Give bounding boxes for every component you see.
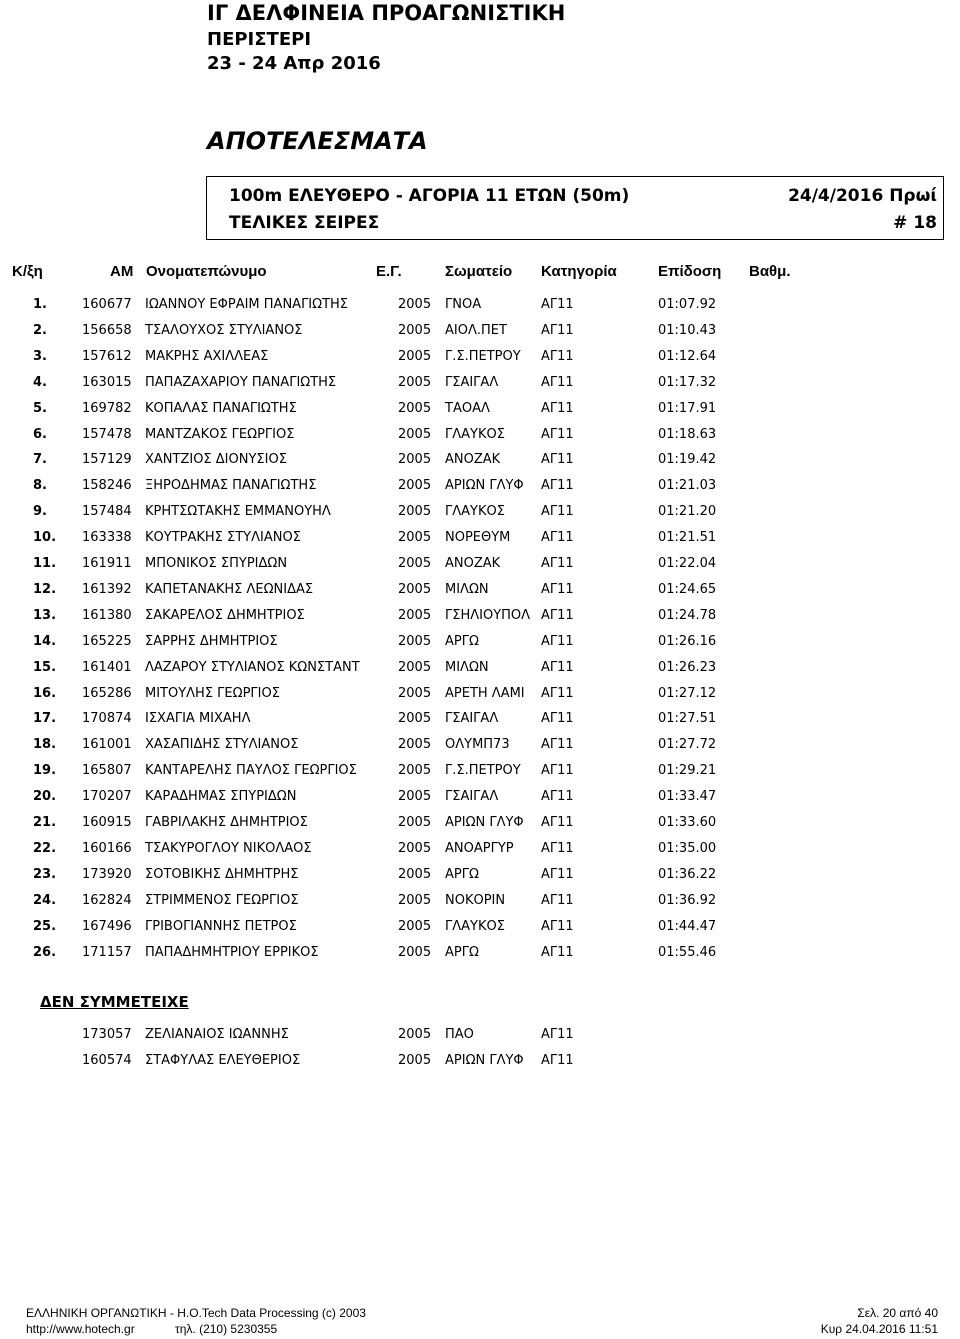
cell-rank: 18. <box>33 737 57 753</box>
cell-year: 2005 <box>398 789 432 805</box>
cell-rank: 1. <box>33 297 47 312</box>
table-row <box>0 629 960 655</box>
cell-year: 2005 <box>398 633 432 649</box>
cell-rank: 19. <box>33 763 57 779</box>
cell-club: ΑΡΙΩΝ ΓΛΥΦ <box>445 478 524 494</box>
cell-club: ΓΛΑΥΚΟΣ <box>445 504 505 520</box>
cell-time: 01:26.16 <box>658 633 717 649</box>
table-row <box>0 422 960 448</box>
table-row <box>0 888 960 914</box>
cell-club: ΟΛΥΜΠ73 <box>445 737 510 753</box>
cell-rank: 3. <box>33 348 47 364</box>
col-club: Σωματείο <box>445 263 513 280</box>
cell-name: ΤΣΑΛΟΥΧΟΣ ΣΤΥΛΙΑΝΟΣ <box>145 322 303 338</box>
cell-cat: ΑΓ11 <box>541 426 574 442</box>
cell-am: 167496 <box>82 918 132 934</box>
cell-year: 2005 <box>398 556 432 571</box>
meet-city: ΠΕΡΙΣΤΕΡΙ <box>207 29 312 50</box>
footer-org: ΕΛΛΗΝΙΚΗ ΟΡΓΑΝΩΤΙΚΗ - Η.Ο.Tech Data Processing (c) 2003 <box>26 1306 366 1320</box>
cell-am: 161001 <box>82 737 132 753</box>
cell-am: 165225 <box>82 633 132 649</box>
cell-am: 173920 <box>82 866 132 882</box>
cell-name: ΜΙΤΟΥΛΗΣ ΓΕΩΡΓΙΟΣ <box>145 685 280 701</box>
event-date: 24/4/2016 Πρωί <box>788 186 937 206</box>
cell-year: 2005 <box>398 815 432 830</box>
cell-year: 2005 <box>398 581 432 597</box>
cell-club: ΑΝΟΖΑΚ <box>445 556 501 571</box>
cell-cat: ΑΓ11 <box>541 711 574 727</box>
cell-am: 165286 <box>82 685 132 701</box>
cell-am: 160166 <box>82 840 132 856</box>
cell-cat: ΑΓ11 <box>541 297 574 312</box>
cell-club: ΑΡΙΩΝ ΓΛΥΦ <box>445 1053 524 1068</box>
cell-club: ΓΛΑΥΚΟΣ <box>445 426 505 442</box>
cell-time: 01:22.04 <box>658 556 717 571</box>
cell-name: ΚΑΠΕΤΑΝΑΚΗΣ ΛΕΩΝΙΔΑΣ <box>145 581 314 597</box>
cell-time: 01:29.21 <box>658 763 717 779</box>
event-name: 100m ΕΛΕΥΘΕΡΟ - ΑΓΟΡΙΑ 11 ΕΤΩΝ (50m) <box>229 186 630 206</box>
cell-name: ΙΩΑΝΝΟΥ ΕΦΡΑΙΜ ΠΑΝΑΓΙΩΤΗΣ <box>145 297 349 312</box>
cell-cat: ΑΓ11 <box>541 322 574 338</box>
cell-name: ΚΟΠΑΛΑΣ ΠΑΝΑΓΙΩΤΗΣ <box>145 400 297 416</box>
cell-am: 170874 <box>82 711 132 727</box>
cell-time: 01:10.43 <box>658 322 717 338</box>
cell-am: 161392 <box>82 581 132 597</box>
cell-club: ΜΙΛΩΝ <box>445 581 489 597</box>
cell-cat: ΑΓ11 <box>541 400 574 416</box>
cell-rank: 21. <box>33 815 57 830</box>
cell-am: 171157 <box>82 944 132 960</box>
cell-year: 2005 <box>398 1053 432 1068</box>
cell-am: 160915 <box>82 815 132 830</box>
cell-rank: 9. <box>33 504 47 520</box>
cell-rank: 2. <box>33 322 47 338</box>
cell-time: 01:18.63 <box>658 426 717 442</box>
cell-time: 01:24.78 <box>658 607 717 623</box>
cell-cat: ΑΓ11 <box>541 478 574 494</box>
cell-rank: 24. <box>33 892 57 908</box>
cell-rank: 26. <box>33 944 57 960</box>
cell-rank: 11. <box>33 556 57 571</box>
cell-rank: 5. <box>33 400 47 416</box>
cell-time: 01:36.22 <box>658 866 717 882</box>
cell-name: ΣΟΤΟΒΙΚΗΣ ΔΗΜΗΤΡΗΣ <box>145 866 299 882</box>
cell-name: ΚΟΥΤΡΑΚΗΣ ΣΤΥΛΙΑΝΟΣ <box>145 530 301 546</box>
cell-rank: 23. <box>33 866 57 882</box>
cell-rank: 22. <box>33 840 57 856</box>
meet-title: ΙΓ ΔΕΛΦΙΝΕΙΑ ΠΡΟΑΓΩΝΙΣΤΙΚΗ <box>207 1 566 25</box>
cell-year: 2005 <box>398 348 432 364</box>
cell-time: 01:27.51 <box>658 711 717 727</box>
cell-cat: ΑΓ11 <box>541 866 574 882</box>
cell-am: 157612 <box>82 348 132 364</box>
footer-printed: Κυρ 24.04.2016 11:51 <box>820 1322 938 1336</box>
cell-name: ΖΕΛΙΑΝΑΙΟΣ ΙΩΑΝΝΗΣ <box>145 1027 289 1042</box>
cell-am: 169782 <box>82 400 132 416</box>
cell-club: Γ.Σ.ΠΕΤΡΟΥ <box>445 763 521 779</box>
cell-time: 01:24.65 <box>658 581 717 597</box>
cell-cat: ΑΓ11 <box>541 944 574 960</box>
results-title: ΑΠΟΤΕΛΕΣΜΑΤΑ <box>207 127 428 155</box>
cell-club: ΑΙΟΛ.ΠΕΤ <box>445 322 507 338</box>
cell-name: ΞΗΡΟΔΗΜΑΣ ΠΑΝΑΓΙΩΤΗΣ <box>145 478 317 494</box>
cell-cat: ΑΓ11 <box>541 581 574 597</box>
cell-year: 2005 <box>398 530 432 546</box>
cell-time: 01:33.60 <box>658 815 717 830</box>
cell-name: ΣΑΚΑΡΕΛΟΣ ΔΗΜΗΤΡΙΟΣ <box>145 607 305 623</box>
cell-rank: 15. <box>33 659 57 675</box>
cell-name: ΚΑΡΑΔΗΜΑΣ ΣΠΥΡΙΔΩΝ <box>145 789 297 805</box>
cell-cat: ΑΓ11 <box>541 789 574 805</box>
cell-club: ΓΣΑΙΓΑΛ <box>445 789 499 805</box>
cell-time: 01:21.51 <box>658 530 717 546</box>
cell-am: 163338 <box>82 530 132 546</box>
cell-time: 01:36.92 <box>658 892 717 908</box>
cell-time: 01:26.23 <box>658 659 717 675</box>
cell-cat: ΑΓ11 <box>541 1027 574 1042</box>
cell-am: 160574 <box>82 1053 132 1068</box>
cell-club: ΓΣΑΙΓΑΛ <box>445 711 499 727</box>
footer-web: http://www.hotech.gr <box>26 1322 135 1336</box>
cell-year: 2005 <box>398 840 432 856</box>
cell-am: 170207 <box>82 789 132 805</box>
cell-cat: ΑΓ11 <box>541 504 574 520</box>
dns-row <box>0 1048 960 1074</box>
col-year: Ε.Γ. <box>376 263 402 280</box>
cell-time: 01:27.72 <box>658 737 717 753</box>
cell-name: ΚΑΝΤΑΡΕΛΗΣ ΠΑΥΛΟΣ ΓΕΩΡΓΙΟΣ <box>145 763 357 779</box>
table-row <box>0 499 960 525</box>
table-row <box>0 655 960 681</box>
event-number: # 18 <box>893 213 937 233</box>
cell-name: ΧΑΝΤΖΙΟΣ ΔΙΟΝΥΣΙΟΣ <box>145 452 287 468</box>
cell-time: 01:21.03 <box>658 478 717 494</box>
table-row <box>0 525 960 551</box>
cell-club: ΑΡΓΩ <box>445 866 479 882</box>
cell-name: ΤΣΑΚΥΡΟΓΛΟΥ ΝΙΚΟΛΑΟΣ <box>145 840 312 856</box>
cell-cat: ΑΓ11 <box>541 452 574 468</box>
cell-time: 01:44.47 <box>658 918 717 934</box>
footer-phone: τηλ. (210) 5230355 <box>175 1322 278 1336</box>
table-row <box>0 447 960 473</box>
cell-cat: ΑΓ11 <box>541 763 574 779</box>
table-row <box>0 784 960 810</box>
cell-name: ΠΑΠΑΔΗΜΗΤΡΙΟΥ ΕΡΡΙΚΟΣ <box>145 944 319 960</box>
cell-name: ΧΑΣΑΠΙΔΗΣ ΣΤΥΛΙΑΝΟΣ <box>145 737 299 753</box>
cell-am: 173057 <box>82 1027 132 1042</box>
cell-am: 162824 <box>82 892 132 908</box>
meet-dates: 23 - 24 Απρ 2016 <box>207 53 381 74</box>
cell-rank: 10. <box>33 530 57 546</box>
cell-year: 2005 <box>398 944 432 960</box>
cell-rank: 17. <box>33 711 57 727</box>
cell-cat: ΑΓ11 <box>541 737 574 753</box>
cell-time: 01:55.46 <box>658 944 717 960</box>
cell-name: ΜΑΝΤΖΑΚΟΣ ΓΕΩΡΓΙΟΣ <box>145 426 295 442</box>
cell-rank: 4. <box>33 374 47 390</box>
cell-cat: ΑΓ11 <box>541 840 574 856</box>
cell-club: ΜΙΛΩΝ <box>445 659 489 675</box>
cell-year: 2005 <box>398 374 432 390</box>
cell-cat: ΑΓ11 <box>541 815 574 830</box>
table-row <box>0 836 960 862</box>
dns-title: ΔΕΝ ΣΥΜΜΕΤΕΙΧΕ <box>40 993 189 1011</box>
cell-club: ΝΟΚΟΡΙΝ <box>445 892 506 908</box>
cell-year: 2005 <box>398 918 432 934</box>
table-row <box>0 758 960 784</box>
cell-club: Γ.Σ.ΠΕΤΡΟΥ <box>445 348 521 364</box>
cell-club: ΓΣΑΙΓΑΛ <box>445 374 499 390</box>
cell-am: 156658 <box>82 322 132 338</box>
cell-club: ΤΑΟΑΛ <box>445 400 490 416</box>
cell-name: ΜΑΚΡΗΣ ΑΧΙΛΛΕΑΣ <box>145 348 269 364</box>
cell-name: ΚΡΗΤΣΩΤΑΚΗΣ ΕΜΜΑΝΟΥΗΛ <box>145 504 331 520</box>
table-row <box>0 810 960 836</box>
cell-time: 01:07.92 <box>658 297 717 312</box>
cell-year: 2005 <box>398 400 432 416</box>
cell-am: 158246 <box>82 478 132 494</box>
cell-cat: ΑΓ11 <box>541 530 574 546</box>
cell-time: 01:17.91 <box>658 400 717 416</box>
cell-club: ΓΛΑΥΚΟΣ <box>445 918 505 934</box>
table-row <box>0 370 960 396</box>
cell-time: 01:27.12 <box>658 685 717 701</box>
col-name: Ονοματεπώνυμο <box>146 263 267 280</box>
col-rank: Κ/ξη <box>12 263 43 280</box>
cell-club: ΑΡΙΩΝ ΓΛΥΦ <box>445 815 524 830</box>
table-row <box>0 551 960 577</box>
dns-row <box>0 1022 960 1048</box>
cell-year: 2005 <box>398 763 432 779</box>
col-am: ΑΜ <box>110 263 134 280</box>
cell-year: 2005 <box>398 452 432 468</box>
cell-rank: 16. <box>33 685 57 701</box>
table-row <box>0 292 960 318</box>
table-row <box>0 603 960 629</box>
cell-am: 157484 <box>82 504 132 520</box>
event-round: ΤΕΛΙΚΕΣ ΣΕΙΡΕΣ <box>229 213 380 233</box>
cell-am: 160677 <box>82 297 132 312</box>
cell-cat: ΑΓ11 <box>541 374 574 390</box>
col-category: Κατηγορία <box>541 263 617 280</box>
cell-rank: 20. <box>33 789 57 805</box>
cell-cat: ΑΓ11 <box>541 633 574 649</box>
cell-year: 2005 <box>398 426 432 442</box>
table-row <box>0 914 960 940</box>
cell-am: 163015 <box>82 374 132 390</box>
cell-year: 2005 <box>398 892 432 908</box>
cell-time: 01:17.32 <box>658 374 717 390</box>
cell-year: 2005 <box>398 478 432 494</box>
cell-year: 2005 <box>398 711 432 727</box>
cell-year: 2005 <box>398 504 432 520</box>
cell-name: ΓΑΒΡΙΛΑΚΗΣ ΔΗΜΗΤΡΙΟΣ <box>145 815 308 830</box>
cell-name: ΓΡΙΒΟΓΙΑΝΝΗΣ ΠΕΤΡΟΣ <box>145 918 297 934</box>
table-row <box>0 473 960 499</box>
cell-rank: 7. <box>33 452 47 468</box>
cell-cat: ΑΓ11 <box>541 918 574 934</box>
cell-year: 2005 <box>398 322 432 338</box>
cell-cat: ΑΓ11 <box>541 556 574 571</box>
cell-year: 2005 <box>398 607 432 623</box>
table-row <box>0 344 960 370</box>
cell-club: ΝΟΡΕΘΥΜ <box>445 530 511 546</box>
cell-club: ΠΑΟ <box>445 1027 474 1042</box>
table-row <box>0 862 960 888</box>
cell-am: 161401 <box>82 659 132 675</box>
table-row <box>0 732 960 758</box>
cell-am: 161380 <box>82 607 132 623</box>
cell-time: 01:35.00 <box>658 840 717 856</box>
cell-club: ΓΣΗΛΙΟΥΠΟΛ <box>445 607 531 623</box>
cell-club: ΑΡΓΩ <box>445 944 479 960</box>
cell-cat: ΑΓ11 <box>541 607 574 623</box>
cell-cat: ΑΓ11 <box>541 348 574 364</box>
cell-year: 2005 <box>398 866 432 882</box>
cell-am: 161911 <box>82 556 132 571</box>
cell-rank: 14. <box>33 633 57 649</box>
cell-year: 2005 <box>398 685 432 701</box>
footer-page: Σελ. 20 από 40 <box>857 1306 938 1320</box>
cell-time: 01:21.20 <box>658 504 717 520</box>
cell-rank: 13. <box>33 607 57 623</box>
cell-time: 01:33.47 <box>658 789 717 805</box>
table-row <box>0 681 960 707</box>
event-box <box>206 176 944 240</box>
cell-name: ΜΠΟΝΙΚΟΣ ΣΠΥΡΙΔΩΝ <box>145 556 288 571</box>
table-row <box>0 706 960 732</box>
cell-name: ΛΑΖΑΡΟΥ ΣΤΥΛΙΑΝΟΣ ΚΩΝΣΤΑΝΤ <box>145 659 360 675</box>
cell-name: ΙΣΧΑΓΙΑ ΜΙΧΑΗΛ <box>145 711 251 727</box>
cell-name: ΠΑΠΑΖΑΧΑΡΙΟΥ ΠΑΝΑΓΙΩΤΗΣ <box>145 374 337 390</box>
col-time: Επίδοση <box>658 263 722 280</box>
cell-am: 157478 <box>82 426 132 442</box>
cell-cat: ΑΓ11 <box>541 685 574 701</box>
cell-am: 157129 <box>82 452 132 468</box>
table-row <box>0 318 960 344</box>
cell-name: ΣΤΡΙΜΜΕΝΟΣ ΓΕΩΡΓΙΟΣ <box>145 892 299 908</box>
cell-year: 2005 <box>398 737 432 753</box>
cell-club: ΑΝΟΖΑΚ <box>445 452 501 468</box>
cell-cat: ΑΓ11 <box>541 892 574 908</box>
cell-club: ΑΡΓΩ <box>445 633 479 649</box>
cell-cat: ΑΓ11 <box>541 1053 574 1068</box>
cell-rank: 25. <box>33 918 57 934</box>
cell-name: ΣΤΑΦΥΛΑΣ ΕΛΕΥΘΕΡΙΟΣ <box>145 1053 301 1068</box>
cell-club: ΑΡΕΤΗ ΛΑΜΙ <box>445 685 525 701</box>
cell-year: 2005 <box>398 659 432 675</box>
cell-rank: 6. <box>33 426 47 442</box>
cell-time: 01:12.64 <box>658 348 717 364</box>
cell-rank: 12. <box>33 581 57 597</box>
cell-cat: ΑΓ11 <box>541 659 574 675</box>
cell-time: 01:19.42 <box>658 452 717 468</box>
cell-name: ΣΑΡΡΗΣ ΔΗΜΗΤΡΙΟΣ <box>145 633 278 649</box>
cell-am: 165807 <box>82 763 132 779</box>
table-row <box>0 940 960 966</box>
table-row <box>0 396 960 422</box>
cell-club: ΑΝΟΑΡΓΥΡ <box>445 840 514 856</box>
cell-year: 2005 <box>398 1027 432 1042</box>
col-points: Βαθμ. <box>749 263 791 280</box>
cell-club: ΓΝΟΑ <box>445 297 482 312</box>
cell-rank: 8. <box>33 478 47 494</box>
table-row <box>0 577 960 603</box>
cell-year: 2005 <box>398 297 432 312</box>
